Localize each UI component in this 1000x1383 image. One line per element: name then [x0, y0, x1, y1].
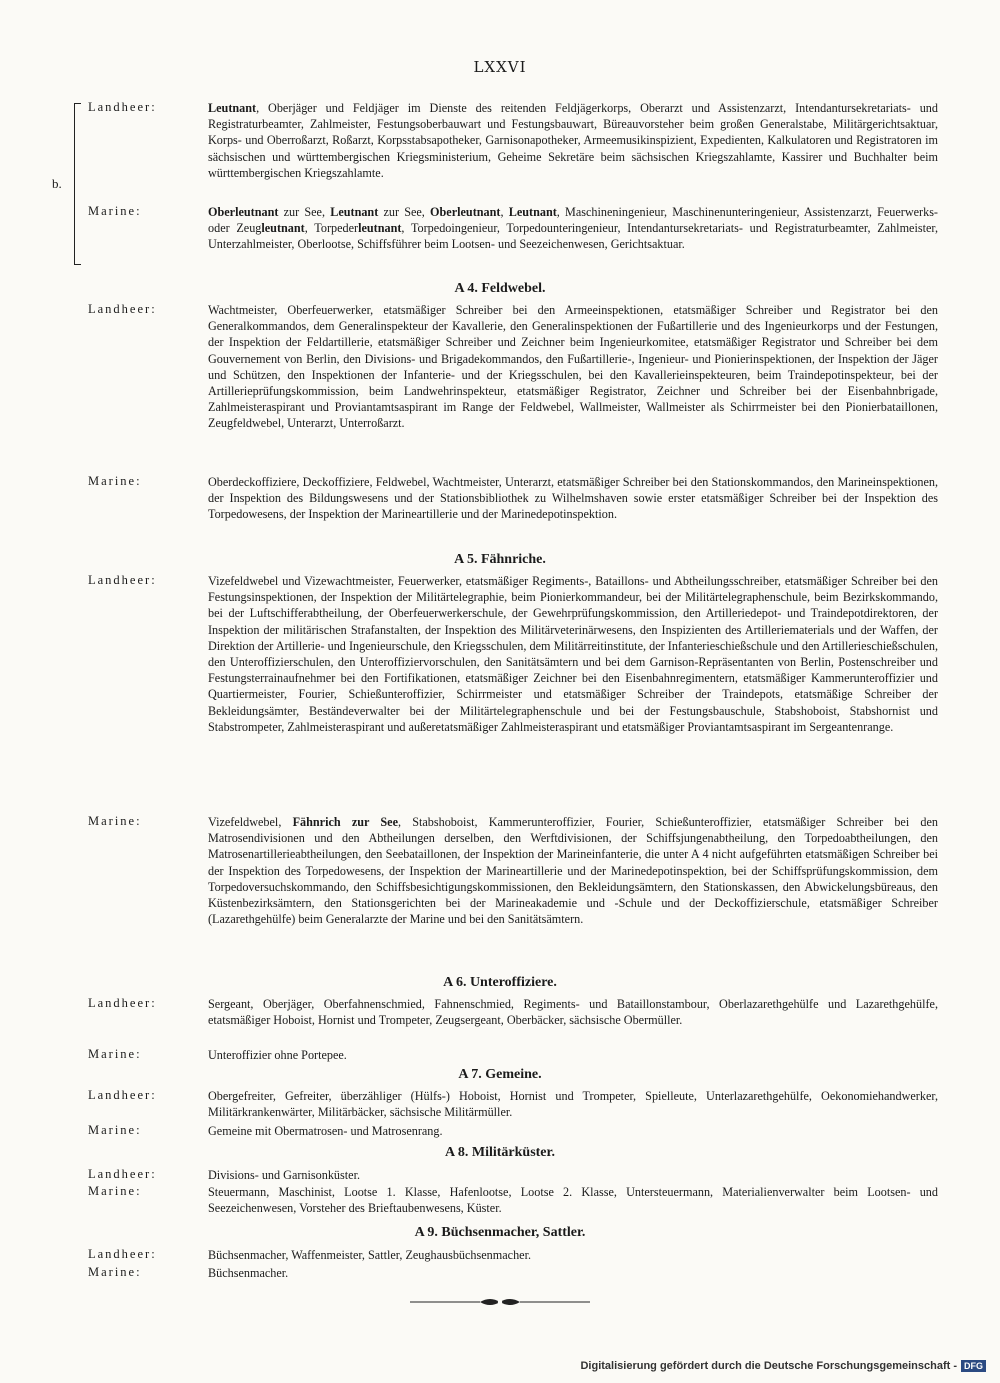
text-run: ,	[500, 205, 509, 219]
a9-landheer	[88, 1247, 938, 1263]
text-run: , Maschineningenieur, Maschinenunteringenieur, Assistenzarzt, Feuerwerks- oder Zeug	[208, 205, 938, 236]
entry-text	[208, 100, 938, 181]
entry-text: Unteroffizier ohne Portepee.	[208, 1048, 347, 1062]
a5-marine	[88, 814, 938, 927]
entry-text: Gemeine mit Obermatrosen- und Matrosenrang.	[208, 1124, 443, 1138]
brace	[74, 103, 81, 265]
text-run: , Torpeder	[304, 221, 359, 236]
bold-term: Leutnant	[208, 101, 257, 115]
entry-label: Landheer:	[88, 1167, 157, 1181]
entry-text	[208, 814, 938, 927]
a9-marine	[88, 1265, 938, 1281]
entry-label: Marine:	[88, 204, 142, 218]
entry-text: Steuermann, Maschinist, Lootse 1. Klasse, Hafenlootse, Lootse 2. Klasse, Untersteuermann, Materialienverwalter beim Lootsen- und Seezeichenwesen, Vorsteher des Brieftaubenwesens, Küster.	[208, 1185, 938, 1216]
section-heading-a4: A 4. Feldwebel.	[454, 281, 546, 296]
text-run: , Torpedoingenieur, Torpedounteringenieur, Intendantursekretariats- und Registraturbeamter, Zahlmeister, Unterzahlmeister, Oberlootse, Schiffsführer beim Lootsen- und Seezeichenwesen, Gerichtsaktuar.	[208, 221, 938, 252]
a8-landheer	[88, 1167, 938, 1183]
footer-text: Digitalisierung gefördert durch die Deutsche Forschungsgemeinschaft -	[580, 1360, 957, 1372]
section-heading-a8: A 8. Militärküster.	[445, 1145, 555, 1160]
text-run: zur See,	[278, 205, 331, 219]
a7-marine	[88, 1123, 938, 1139]
bold-term: leutnant	[261, 221, 305, 236]
entry-text: Büchsenmacher, Waffenmeister, Sattler, Zeughausbüchsenmacher.	[208, 1248, 532, 1262]
a8-marine	[88, 1184, 938, 1216]
entry-text: Obergefreiter, Gefreiter, überzähliger (Hülfs-) Hoboist, Hornist und Trompeter, Spielleute, Unterlazarethgehülfe, Oekonomiehandwerker, Militärkrankenwärter, Militärbäcker, sächsische Militärmüller.	[208, 1089, 938, 1120]
entry-label: Marine:	[88, 474, 142, 488]
entry-label: Landheer:	[88, 302, 157, 316]
block-b-landheer	[88, 100, 938, 181]
footer	[580, 1360, 986, 1372]
text-run: , Stabshoboist, Kammerunteroffizier, Fourier, Schießunteroffizier, etatsmäßiger Schreiber bei den Matrosendivisionen und den Abtheilungen derselben, den Werftdivisionen, der Schiffsjungenabtheilung, den Torpedoabtheilungen, den Matrosenartillerieabtheilungen, den Seebataillonen, der Inspektion der Marineinfanterie, die unter A 4 nicht aufgeführten etatsmäßigen Schreiber bei der Inspektion des Torpedowesens, der Inspektion der Marineartillerie und der Marinedepotinspektion, bei der Schiffsprüfungskommission, dem Torpedoversuchskommando, den Schiffsbesichtigungskommissionen, den Bekleidungsämtern, den Stationskassen, den Abwickelungsbüreaus, den Küstenbezirksämtern, den Stationsgerichten bei der Marineakademie und -Schule und der Deckoffizierschule, etatsmäßiger Schreiber (Lazarethgehülfe) beim Generalarzte der Marine und bei den Sanitätsämtern.	[208, 815, 938, 927]
a6-marine	[88, 1047, 938, 1063]
entry-label: Marine:	[88, 1123, 142, 1137]
entry-label: Landheer:	[88, 996, 157, 1010]
entry-label: Marine:	[88, 1047, 142, 1061]
a4-landheer	[88, 302, 938, 432]
section-heading-a5: A 5. Fähnriche.	[454, 552, 546, 567]
entry-text	[208, 204, 938, 253]
bold-term: Leutnant	[508, 205, 557, 219]
text-run: Vizefeldwebel,	[208, 815, 293, 829]
entry-text: Büchsenmacher.	[208, 1266, 289, 1280]
a4-marine	[88, 474, 938, 523]
a6-landheer	[88, 996, 938, 1028]
bold-term: Oberleutnant	[208, 205, 279, 219]
brace-label: b.	[52, 176, 62, 191]
text-run: , Oberjäger und Feldjäger im Dienste des reitenden Feldjägerkorps, Oberarzt und Assistenzarzt, Intendantursekretariats- und Registraturbeamter, Zahlmeister, Festungsoberbauwart und Festungsbauwart, Büreauvorsteher beim großen Generalstabe, Militärgerichtsaktuar, Korps- und Oberroßarzt, Roßarzt, Korpsstabsapotheker, Garnisonapotheker, Armeemusikinspizient, Expedienten, Kalkulatoren und Registratoren im sächsischen und württembergischen Kriegsministerium, Geheime Sekretäre beim sächsischen Kriegszahlamte, Kassirer und Buchhalter beim württembergischen Kriegszahlamte.	[208, 101, 938, 180]
dfg-logo-icon: DFG	[961, 1360, 986, 1372]
entry-text: Vizefeldwebel und Vizewachtmeister, Feuerwerker, etatsmäßiger Regiments-, Bataillons- und Abtheilungsschreiber, etatsmäßiger Schreiber bei den Festungsinspektionen, der Inspektion der Militärtelegraphie, beim Pionierkommandeur, bei der Militärtelegraphenschule, beim Bezirkskommando, bei der Luftschifferabtheilung, der Oberfeuerwerkerschule, der Gewehrprüfungskommission, den Artilleriedepot- und Traindepotdirektoren, der Inspektion der militärischen Strafanstalten, der Inspektion des Militärveterinärwesens, den Inspizienten des Artilleriematerials und der Waffen, der Direktion der Artillerie- und Ingenieurschule, den Kriegsschulen, dem Militärreitinstitute, der Infanterieschießschule und den Artillerieschießschulen, den Unteroffizierschulen, den Unteroffiziervorschulen, den Sanitätsämtern und bei dem Garnison-Repräsentanten von Berlin, Postenschreiber und Festungsterrainaufnehmer bei den Fortifikationen, etatsmäßiger Zeichner bei den Eisenbahnregimentern, etatsmäßiger Kammerunteroffizier und Quartiermeister, Fourier, Schießunteroffizier, Schirrmeister und etatsmäßiger Schreiber der Traindepots, etatsmäßige Schreiber der Bekleidungsämter, Beständeverwalter bei der Militärtelegraphenschule und bei der Festungsbauschule, Stabshoboist, Stabshornist und Stabstrompeter, Zahlmeisteraspirant und außeretatsmäßiger Zahlmeisteraspirant und etatsmäßiger Proviantamtsaspirant im Sergeantenrange.	[208, 574, 938, 734]
ornament-divider-icon	[410, 1294, 590, 1310]
bold-term: leutnant	[358, 221, 402, 236]
entry-text: Divisions- und Garnisonküster.	[208, 1168, 360, 1182]
a7-landheer	[88, 1088, 938, 1120]
block-b-marine	[88, 204, 938, 253]
section-heading-a7: A 7. Gemeine.	[458, 1067, 542, 1082]
text-run: zur See,	[378, 205, 431, 219]
entry-label: Landheer:	[88, 1247, 157, 1261]
section-heading-a6: A 6. Unteroffiziere.	[443, 975, 557, 990]
section-heading-a9: A 9. Büchsenmacher, Sattler.	[414, 1225, 586, 1240]
entry-label: Marine:	[88, 1184, 142, 1198]
a5-landheer	[88, 573, 938, 735]
entry-label: Marine:	[88, 1265, 142, 1279]
bold-term: Leutnant	[330, 205, 379, 219]
entry-text: Sergeant, Oberjäger, Oberfahnenschmied, Fahnenschmied, Regiments- und Bataillonstambour, Oberlazarethgehülfe und Lazarethgehülfe, etatsmäßiger Hoboist, Hornist und Trompeter, Zeugsergeant, Oberbäcker, sächsische Obermüller.	[208, 997, 938, 1028]
entry-text: Wachtmeister, Oberfeuerwerker, etatsmäßiger Schreiber bei den Armeeinspektionen, etatsmäßiger Schreiber und Registrator bei den Generalkommandos, dem Generalinspekteur der Kavallerie, den Generalinspektionen der Fußartillerie und des Ingenieurkorps und der Festungen, der Inspektion der Feldartillerie, etatsmäßiger Schreiber und Zeichner beim Ingenieurkomitee, etatsmäßiger Registrator und Schreiber bei dem Gouvernement von Berlin, den Divisions- und Brigadekommandos, den Fußartillerie-, Ingenieur- und Pionierinspektionen, der Inspektion der Jäger und Schützen, den Inspektionen der Infanterie- und der Kriegsschulen, bei den Kavallerieinspekteuren, beim Traindepotinspekteur, bei der Artillerieprüfungskommission, beim Landwehrinspekteur, etatsmäßiger Registrator, Zeichner und Schreiber bei der Eisenbahnbrigade, Zahlmeisteraspirant und Proviantamtsaspirant im Range der Feldwebel, Wallmeister, Wallmeister als Schirrmeister bei den Pionierbataillonen, Zeugfeldwebel, Unterarzt, Unterroßarzt.	[208, 303, 938, 431]
bold-term: Oberleutnant	[430, 205, 501, 219]
entry-label: Landheer:	[88, 100, 157, 114]
page-number: LXXVI	[473, 58, 527, 76]
entry-label: Marine:	[88, 814, 142, 828]
entry-text: Oberdeckoffiziere, Deckoffiziere, Feldwebel, Wachtmeister, Unterarzt, etatsmäßiger Schreiber bei den Stationskommandos, den Marineinspektionen, der Inspektion des Bildungswesens und der Stationsbibliothek zu Wilhelmshaven sowie erster etatsmäßiger Schreiber bei der Inspektion des Torpedowesens, der Inspektion der Marineartillerie und der Marinedepotinspektion.	[208, 475, 938, 522]
entry-label: Landheer:	[88, 1088, 157, 1102]
bold-term: Fähnrich zur See	[292, 815, 398, 829]
entry-label: Landheer:	[88, 573, 157, 587]
